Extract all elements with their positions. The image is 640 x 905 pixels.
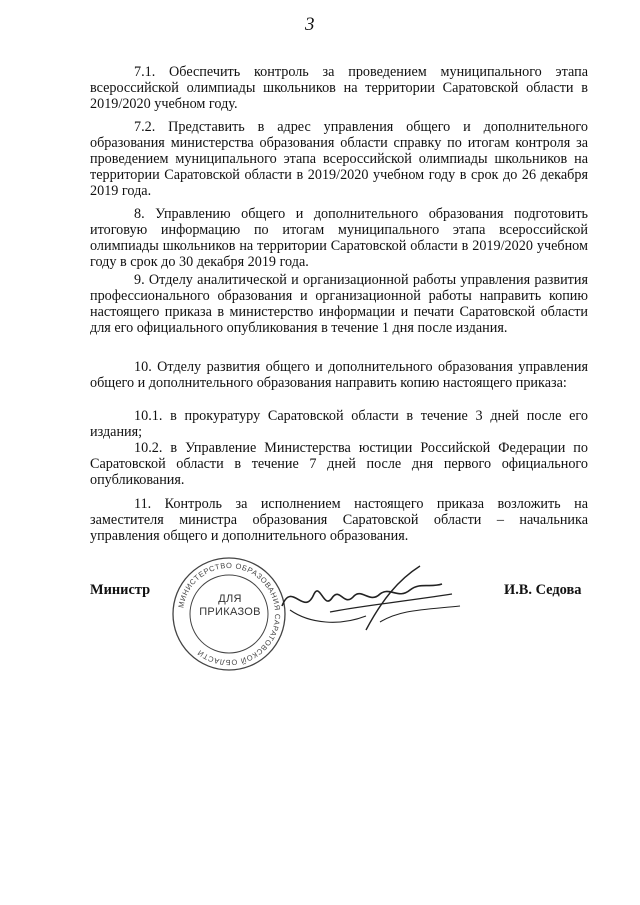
stamp-line-1: ДЛЯ bbox=[218, 593, 242, 605]
paragraph-10-2: 10.2. в Управление Министерства юстиции Российской Федерации по Саратовской области в течение 7 дней после дня первого официального опубликования. bbox=[90, 440, 588, 489]
stamp-ring-text: МИНИСТЕРСТВО ОБРАЗОВАНИЯ САРАТОВСКОЙ ОБЛАСТИ bbox=[176, 560, 283, 668]
paragraph-11: 11. Контроль за исполнением настоящего приказа возложить на заместителя министра образования Саратовской области – начальника управления общего и дополнительного образования. bbox=[90, 496, 588, 545]
stamp-label bbox=[195, 593, 265, 619]
signer-position: Министр bbox=[90, 582, 151, 598]
signature-block bbox=[0, 555, 640, 715]
stamp-line-2: ПРИКАЗОВ bbox=[199, 606, 261, 618]
paragraph-10: 10. Отделу развития общего и дополнительного образования управления общего и дополнительного образования направить копию настоящего приказа: bbox=[90, 359, 588, 392]
paragraph-7-1: 7.1. Обеспечить контроль за проведением муниципального этапа всероссийской олимпиады школьников на территории Саратовской области в 2019/2020 учебном году. bbox=[90, 64, 588, 113]
signer-name: И.В. Седова bbox=[504, 582, 582, 598]
paragraph-9: 9. Отделу аналитической и организационной работы управления развития профессионального образования и организационной работы направить копию настоящего приказа в министерство информации и печати Саратовской области для его официального опубликования в течение 1 дня после издания. bbox=[90, 272, 588, 337]
paragraph-10-1: 10.1. в прокуратуру Саратовской области в течение 3 дней после его издания; bbox=[90, 408, 588, 441]
handwritten-signature bbox=[270, 560, 470, 640]
page-number: 3 bbox=[305, 14, 315, 35]
paragraph-8: 8. Управлению общего и дополнительного образования подготовить итоговую информацию по итогам муниципального этапа всероссийской олимпиады школьников на территории Саратовской области в 2019/2020 учебном году в срок до 30 декабря 2019 года. bbox=[90, 206, 588, 271]
paragraph-7-2: 7.2. Представить в адрес управления общего и дополнительного образования министерства образования области справку по итогам контроля за проведением муниципального этапа всероссийской олимпиады школьников на территории Саратовской области в 2019/2020 учебном году в срок до 26 декабря 2019 года. bbox=[90, 119, 588, 200]
